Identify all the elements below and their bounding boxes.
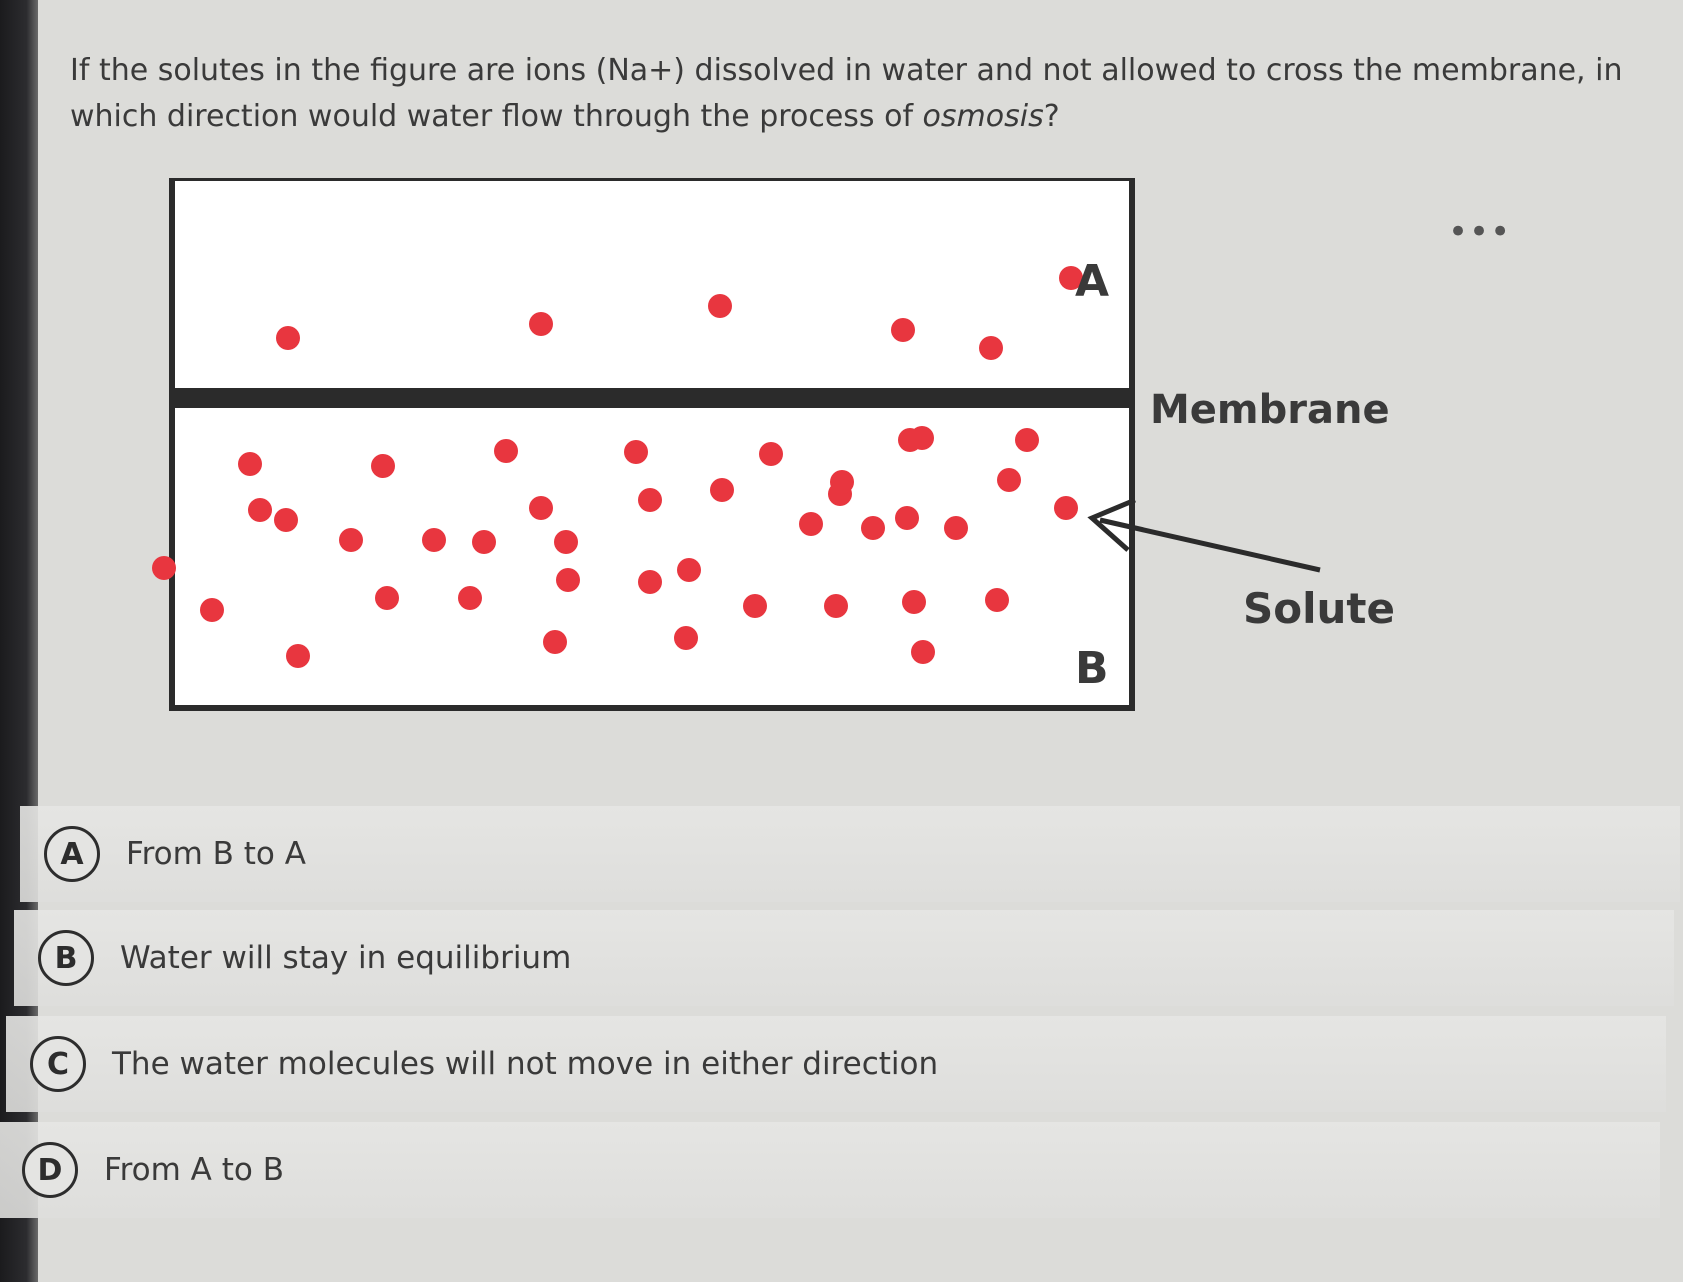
option-a-badge: A <box>44 826 100 882</box>
compartment-a-solute-4 <box>891 318 915 342</box>
compartment-b-solute-4 <box>624 440 648 464</box>
compartment-b-solute-37 <box>674 626 698 650</box>
compartment-b-solute-16 <box>710 478 734 502</box>
compartment-a-solute-5 <box>979 336 1003 360</box>
compartment-b-solute-32 <box>824 594 848 618</box>
compartment-b-solute-25 <box>638 570 662 594</box>
option-d[interactable] <box>0 1122 1660 1218</box>
compartment-b-solute-40 <box>898 428 922 452</box>
label-b: B <box>1075 643 1109 694</box>
option-b-badge: B <box>38 930 94 986</box>
compartment-b-solute-22 <box>997 468 1021 492</box>
compartment-b-solute-9 <box>274 508 298 532</box>
question-italic-term: osmosis <box>922 99 1044 134</box>
option-c[interactable] <box>6 1016 1666 1112</box>
membrane-label: Membrane <box>1150 387 1390 433</box>
compartment-b-solute-12 <box>472 530 496 554</box>
compartment-b-solute-38 <box>911 640 935 664</box>
membrane-bar <box>172 388 1132 408</box>
compartment-b-solute-29 <box>375 586 399 610</box>
compartment-b-solute-19 <box>861 516 885 540</box>
compartment-b-solute-17 <box>799 512 823 536</box>
option-c-text: The water molecules will not move in either direction <box>112 1046 939 1082</box>
compartment-b-solute-34 <box>985 588 1009 612</box>
option-b[interactable] <box>14 910 1674 1006</box>
label-a: A <box>1075 256 1110 307</box>
question-end: ? <box>1043 99 1060 134</box>
compartment-b-solute-23 <box>1054 496 1078 520</box>
compartment-b-solute-7 <box>1015 428 1039 452</box>
compartment-b-solute-13 <box>529 496 553 520</box>
compartment-b-solute-30 <box>458 586 482 610</box>
question-text <box>70 48 1630 140</box>
more-options-icon[interactable]: ••• <box>1448 212 1512 252</box>
compartment-b-solute-21 <box>944 516 968 540</box>
option-d-text: From A to B <box>104 1152 284 1188</box>
option-b-text: Water will stay in equilibrium <box>120 940 572 976</box>
compartment-a-solute-1 <box>276 326 300 350</box>
compartment-b-solute-15 <box>638 488 662 512</box>
compartment-b-solute-31 <box>743 594 767 618</box>
compartment-b-solute-1 <box>238 452 262 476</box>
compartment-b-solute-11 <box>422 528 446 552</box>
compartment-b-solute-14 <box>554 530 578 554</box>
compartment-b-solute-35 <box>286 644 310 668</box>
compartment-b-solute-28 <box>200 598 224 622</box>
compartment-b-solute-2 <box>371 454 395 478</box>
question-main: If the solutes in the figure are ions (Na+) dissolved in water and not allowed to cross the membrane, in which direction would water flow through the process of <box>70 53 1623 134</box>
compartment-b-solute-24 <box>556 568 580 592</box>
compartment-b-solute-10 <box>339 528 363 552</box>
compartment-b-solute-5 <box>759 442 783 466</box>
compartment-b-solute-20 <box>895 506 919 530</box>
option-a-text: From B to A <box>126 836 306 872</box>
option-a[interactable] <box>20 806 1680 902</box>
container-outline <box>172 178 1132 708</box>
compartment-a-solute-3 <box>708 294 732 318</box>
compartment-a-solute-2 <box>529 312 553 336</box>
compartment-b-solute-8 <box>248 498 272 522</box>
option-d-badge: D <box>22 1142 78 1198</box>
compartment-b-solute-27 <box>152 556 176 580</box>
compartment-b-solute-33 <box>902 590 926 614</box>
compartment-b-solute-39 <box>830 470 854 494</box>
osmosis-figure <box>150 178 1450 738</box>
compartment-b-solute-3 <box>494 439 518 463</box>
compartment-b-solute-36 <box>543 630 567 654</box>
compartment-b-solute-26 <box>677 558 701 582</box>
solute-label: Solute <box>1243 584 1395 633</box>
option-c-badge: C <box>30 1036 86 1092</box>
